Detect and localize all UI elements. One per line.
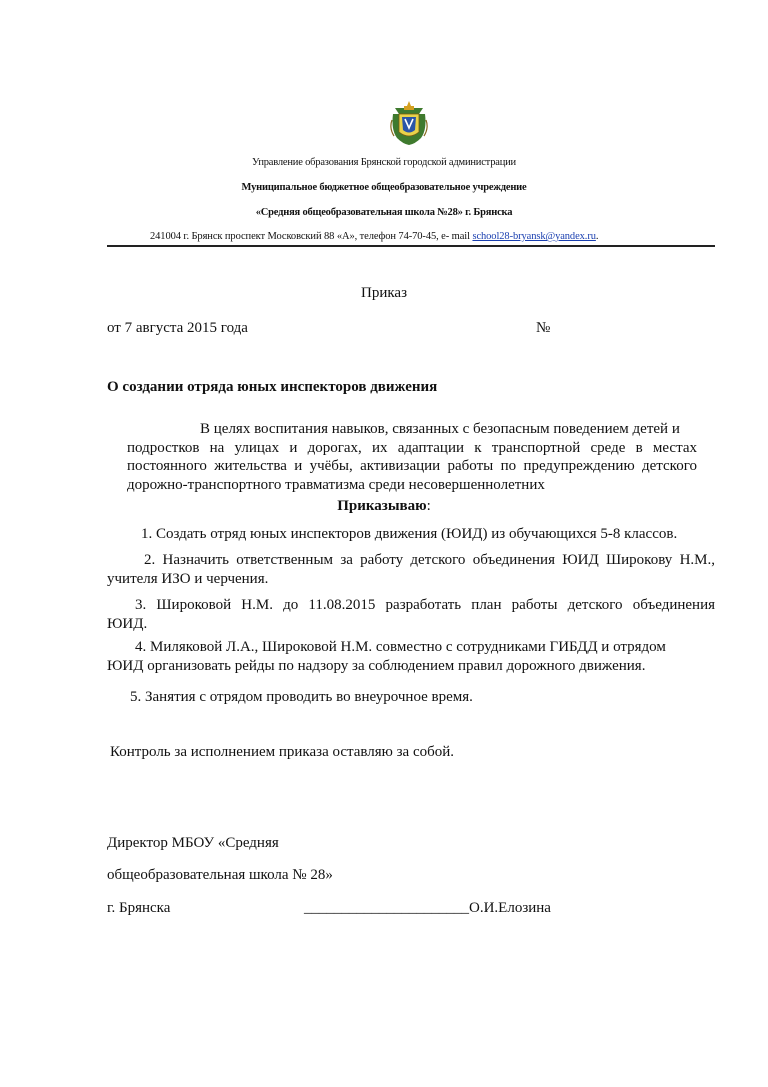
coat-of-arms-icon [389, 100, 429, 146]
preamble-line: В целях воспитания навыков, связанных с безопасным поведением детей и [200, 421, 680, 437]
order-item-2 [107, 551, 715, 588]
order-item-4 [107, 638, 715, 675]
order-item-4-line: ЮИД организовать рейды по надзору за соблюдением правил дорожного движения. [107, 657, 646, 674]
preamble-line: постоянного жительства и учёбы, активизации работы по предупреждению детского [127, 458, 697, 474]
order-item-4-line: 4. Миляковой Л.А., Широковой Н.М. совместно с сотрудниками ГИБДД и отрядом [135, 639, 666, 655]
letterhead-divider [107, 245, 715, 247]
order-heading [0, 498, 768, 515]
preamble-line: подростков на улицах и дорогах, их адаптации к транспортной среде в местах [127, 439, 697, 456]
letterhead-institution: Муниципальное бюджетное общеобразовательное учреждение [241, 182, 527, 193]
order-item-2-line: 2. Назначить ответственным за работу детского объединения ЮИД Широкову Н.М., [144, 552, 715, 568]
order-item-2-line: учителя ИЗО и черчения. [107, 570, 269, 587]
signature-city: г. Брянска [107, 900, 171, 916]
signature-school: общеобразовательная школа № 28» [107, 867, 333, 883]
letterhead-address [150, 231, 598, 242]
order-item-3-line: ЮИД. [107, 615, 148, 632]
preamble-line: дорожно-транспортного травматизма среди несовершеннолетних [127, 476, 545, 493]
preamble [127, 420, 697, 494]
email-link[interactable]: school28-bryansk@yandex.ru [472, 231, 596, 242]
order-item-3-line: 3. Широковой Н.М. до 11.08.2015 разработать план работы детского объединения [135, 597, 715, 613]
order-item-5: 5. Занятия с отрядом проводить во внеурочное время. [130, 689, 473, 705]
address-end: . [595, 231, 599, 242]
document-date: от 7 августа 2015 года [107, 320, 248, 336]
document-subject: О создании отряда юных инспекторов движения [107, 379, 438, 395]
letterhead-authority: Управление образования Брянской городской администрации [252, 157, 516, 168]
order-word: Приказываю [337, 498, 427, 514]
order-item-1: 1. Создать отряд юных инспекторов движения (ЮИД) из обучающихся 5-8 классов. [141, 526, 678, 542]
document-title: Приказ [360, 285, 407, 301]
address-text: 241004 г. Брянск проспект Московский 88 «А», телефон 74-70-45, e- mail [150, 231, 473, 242]
letterhead-school-name: «Средняя общеобразовательная школа №28» г. Брянска [255, 207, 513, 218]
signature-name: ______________________О.И.Елозина [304, 900, 551, 916]
control-statement: Контроль за исполнением приказа оставляю за собой. [110, 744, 455, 760]
order-item-3 [107, 596, 715, 633]
order-colon: : [426, 498, 431, 514]
signature-position: Директор МБОУ «Средняя [107, 835, 279, 851]
document-number-sign: № [536, 320, 551, 336]
